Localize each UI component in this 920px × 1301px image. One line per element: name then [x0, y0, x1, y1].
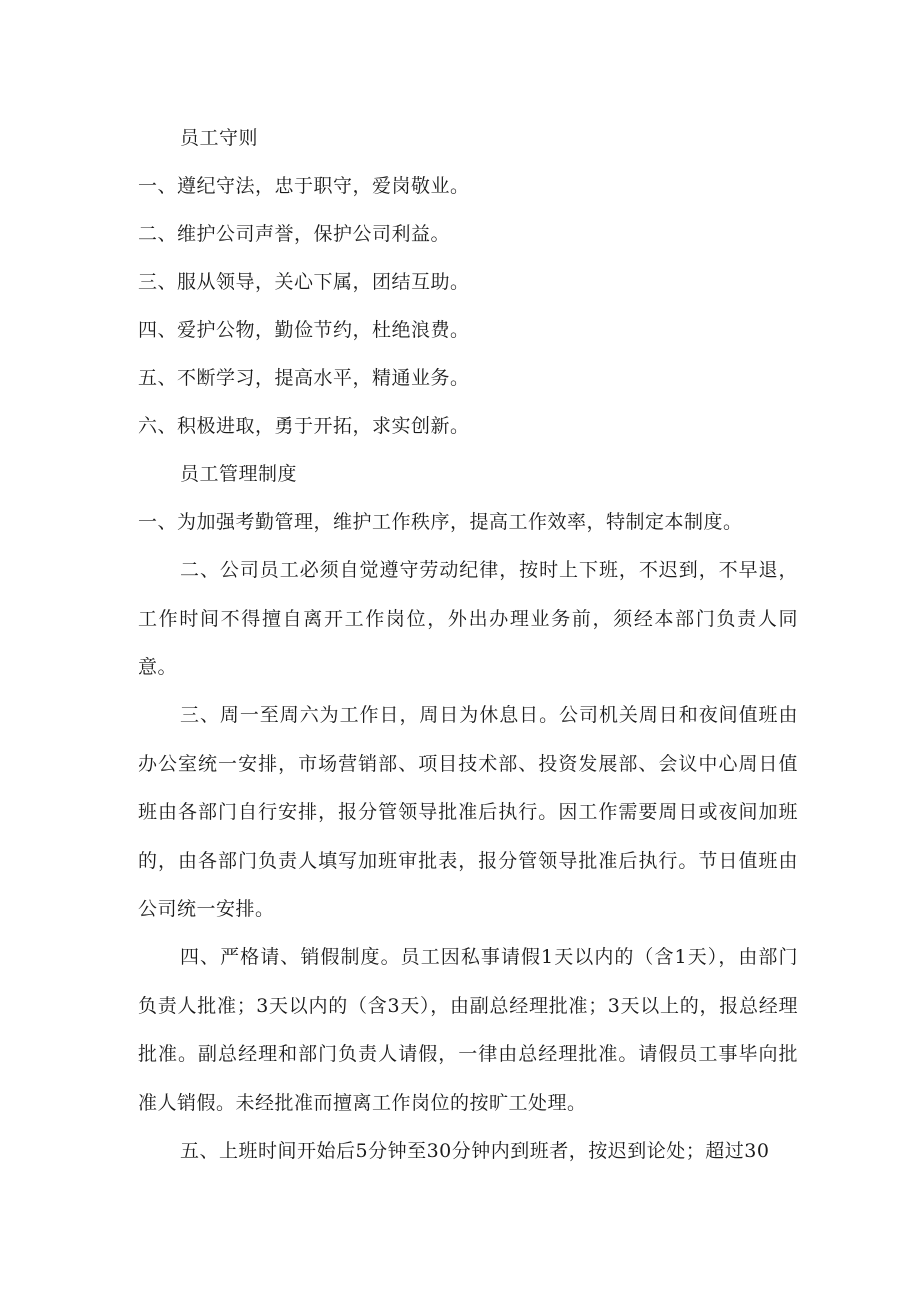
rule-item-6: 六、积极进取，勇于开拓，求实创新。	[138, 415, 470, 437]
management-paragraph-2: 二、公司员工必须自觉遵守劳动纪律，按时上下班，不迟到，不早退，工作时间不得擅自离开工作岗位，外出办理业务前，须经本部门负责人同意。	[138, 559, 798, 678]
management-paragraph-5: 五、上班时间开始后5分钟至30分钟内到班者，按迟到论处；超过30	[180, 1140, 770, 1162]
rule-item-4: 四、爱护公物，勤俭节约，杜绝浪费。	[138, 319, 470, 341]
management-paragraph-1: 一、为加强考勤管理，维护工作秩序，提高工作效率，特制定本制度。	[138, 511, 743, 533]
rule-item-5: 五、不断学习，提高水平，精通业务。	[138, 367, 470, 389]
rule-item-2: 二、维护公司声誉，保护公司利益。	[138, 223, 451, 245]
section-title-employee-code: 员工守则	[180, 127, 259, 149]
management-paragraph-4: 四、严格请、销假制度。员工因私事请假1天以内的（含1天），由部门负责人批准；3天以内的（含3天），由副总经理批准；3天以上的，报总经理批准。副总经理和部门负责人请假，一律由总经理批准。请假员工事毕向批准人销假。未经批准而擅离工作岗位的按旷工处理。	[138, 946, 798, 1114]
section-title-management-system: 员工管理制度	[180, 463, 298, 485]
rule-item-3: 三、服从领导，关心下属，团结互助。	[138, 271, 470, 293]
rule-item-1: 一、遵纪守法，忠于职守，爱岗敬业。	[138, 175, 470, 197]
management-paragraph-3: 三、周一至周六为工作日，周日为休息日。公司机关周日和夜间值班由办公室统一安排，市场营销部、项目技术部、投资发展部、会议中心周日值班由各部门自行安排，报分管领导批准后执行。因工作需要周日或夜间加班的，由各部门负责人填写加班审批表，报分管领导批准后执行。节日值班由公司统一安排。	[138, 704, 798, 920]
